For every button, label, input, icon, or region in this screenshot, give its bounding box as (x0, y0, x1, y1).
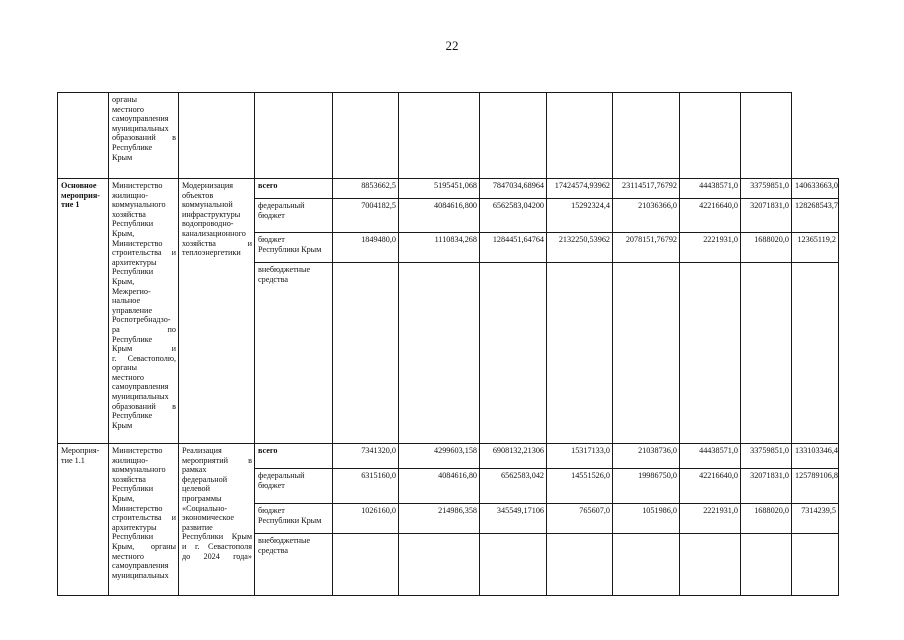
source-cell: внебюджетные средства (255, 534, 333, 596)
value-cell: 7314239,5 (792, 504, 839, 534)
value-cell: 12365119,2 (792, 233, 839, 263)
value-cell (792, 263, 839, 444)
description-cell: Модернизация объектов коммунальной инфраструктуры водопроводно- канализационного хозяйства и теплоэнергетики (179, 179, 255, 444)
value-cell: 1688020,0 (741, 233, 792, 263)
value-cell (547, 93, 613, 179)
value-cell: 14551526,0 (547, 469, 613, 504)
value-cell: 2221931,0 (680, 233, 741, 263)
value-cell: 4084616,80 (399, 469, 480, 504)
continuation-row (58, 93, 839, 179)
value-cell: 23114517,76792 (613, 179, 680, 199)
value-cell: 4084616,800 (399, 199, 480, 233)
value-cell: 1026160,0 (333, 504, 399, 534)
responsible-cell: органы местного самоуправления муниципальных образований в Республике Крым (109, 93, 179, 179)
value-cell: 1284451,64764 (480, 233, 547, 263)
label-cell (58, 93, 109, 179)
value-cell: 133103346,4 (792, 444, 839, 469)
label-cell: Мероприя- тие 1.1 (58, 444, 109, 596)
value-cell (480, 93, 547, 179)
value-cell: 44438571,0 (680, 179, 741, 199)
value-cell: 42216640,0 (680, 469, 741, 504)
value-cell: 4299603,158 (399, 444, 480, 469)
value-cell: 1849480,0 (333, 233, 399, 263)
value-cell (680, 93, 741, 179)
value-cell (399, 93, 480, 179)
page-number: 22 (445, 38, 459, 53)
value-cell (480, 534, 547, 596)
value-cell (613, 263, 680, 444)
responsible-cell: Министерство жилищно- коммунального хозяйства Республики Крым, Министерство строительства и архитектуры Республики Крым, Межрегио- нальное управление Роспотребнадзо- ра по Республике Крым и г. Севастополю, органы местного самоуправления муниципальных образований в Республике Крым (109, 179, 179, 444)
value-cell (333, 263, 399, 444)
value-cell (680, 263, 741, 444)
value-cell: 2132250,53962 (547, 233, 613, 263)
value-cell: 1688020,0 (741, 504, 792, 534)
value-cell (741, 93, 792, 179)
value-cell: 42216640,0 (680, 199, 741, 233)
value-cell: 7847034,68964 (480, 179, 547, 199)
value-cell (547, 263, 613, 444)
value-cell: 6908132,21306 (480, 444, 547, 469)
value-cell (680, 534, 741, 596)
value-cell: 6315160,0 (333, 469, 399, 504)
table-row (58, 444, 839, 469)
value-cell (741, 534, 792, 596)
value-cell: 21038736,0 (613, 444, 680, 469)
source-cell: всего (255, 179, 333, 199)
value-cell: 44438571,0 (680, 444, 741, 469)
value-cell: 32071831,0 (741, 469, 792, 504)
source-cell: бюджет Республики Крым (255, 233, 333, 263)
value-cell: 6562583,04200 (480, 199, 547, 233)
value-cell: 765607,0 (547, 504, 613, 534)
value-cell: 33759851,0 (741, 444, 792, 469)
description-cell: Реализация мероприятий в рамках федеральной целевой программы «Социально- экономическое развитие Республики Крым и г. Севастополя до 2024 года» (179, 444, 255, 596)
source-cell: бюджет Республики Крым (255, 504, 333, 534)
value-cell (480, 263, 547, 444)
table-row (58, 179, 839, 199)
table-body (58, 93, 839, 596)
source-cell: всего (255, 444, 333, 469)
value-cell: 15292324,4 (547, 199, 613, 233)
value-cell: 6562583,042 (480, 469, 547, 504)
value-cell: 19986750,0 (613, 469, 680, 504)
value-cell (792, 534, 839, 596)
responsible-cell: Министерство жилищно- коммунального хозяйства Республики Крым, Министерство строительства и архитектуры Республики Крым, органы местного самоуправления муниципальных (109, 444, 179, 596)
value-cell: 5195451,068 (399, 179, 480, 199)
value-cell (399, 534, 480, 596)
value-cell: 125789106,8 (792, 469, 839, 504)
label-cell: Основное мероприя- тие 1 (58, 179, 109, 444)
value-cell: 345549,17106 (480, 504, 547, 534)
value-cell (547, 534, 613, 596)
value-cell: 15317133,0 (547, 444, 613, 469)
value-cell (613, 93, 680, 179)
value-cell: 33759851,0 (741, 179, 792, 199)
value-cell (333, 534, 399, 596)
value-cell: 32071831,0 (741, 199, 792, 233)
value-cell: 7004182,5 (333, 199, 399, 233)
value-cell: 214986,358 (399, 504, 480, 534)
value-cell: 2078151,76792 (613, 233, 680, 263)
source-cell: федеральный бюджет (255, 199, 333, 233)
source-cell: внебюджетные средства (255, 263, 333, 444)
value-cell: 21036366,0 (613, 199, 680, 233)
value-cell: 140633663,0 (792, 179, 839, 199)
value-cell: 1110834,268 (399, 233, 480, 263)
value-cell (399, 263, 480, 444)
source-cell: федеральный бюджет (255, 469, 333, 504)
value-cell: 128268543,7 (792, 199, 839, 233)
source-cell (255, 93, 333, 179)
value-cell: 7341320,0 (333, 444, 399, 469)
value-cell (613, 534, 680, 596)
value-cell: 17424574,93962 (547, 179, 613, 199)
budget-table (57, 92, 839, 596)
value-cell (741, 263, 792, 444)
value-cell: 1051986,0 (613, 504, 680, 534)
value-cell: 8853662,5 (333, 179, 399, 199)
value-cell (333, 93, 399, 179)
value-cell: 2221931,0 (680, 504, 741, 534)
description-cell (179, 93, 255, 179)
